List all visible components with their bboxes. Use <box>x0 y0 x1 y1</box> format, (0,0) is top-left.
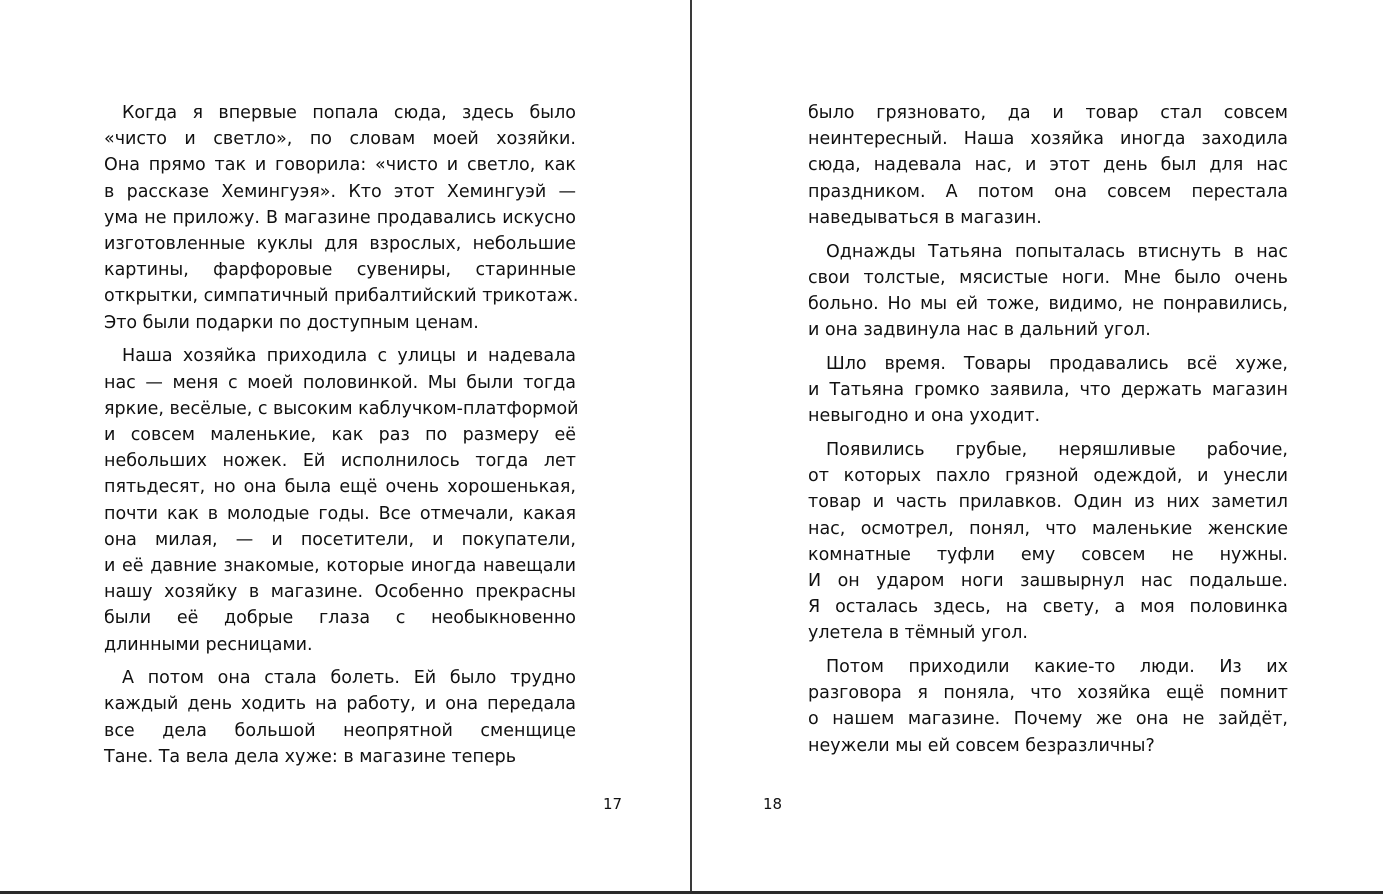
text-line: о нашем магазине. Почему же она не зайдёт, <box>808 709 1288 730</box>
text-line: Тане. Та вела дела хуже: в магазине теперь <box>104 746 517 767</box>
text-line: неинтересный. Наша хозяйка иногда заходила <box>808 129 1288 150</box>
text-line: Это были подарки по доступным ценам. <box>104 312 479 333</box>
text-line: свои толстые, мясистые ноги. Мне было очень <box>808 267 1288 288</box>
book-gutter <box>690 0 692 894</box>
text-line: разговора я поняла, что хозяйка ещё помнит <box>808 683 1288 704</box>
text-line: и её давние знакомые, которые иногда навещали <box>104 555 576 576</box>
left-page-text <box>104 100 579 778</box>
text-line: нашу хозяйку в магазине. Особенно прекрасны <box>104 582 576 603</box>
text-line: Однажды Татьяна попыталась втиснуть в нас <box>826 241 1288 262</box>
text-line: она милая, — и посетители, и покупатели, <box>104 529 576 550</box>
text-line: в рассказе Хемингуэя». Кто этот Хемингуэй — <box>104 181 576 202</box>
text-line: улетела в тёмный угол. <box>808 623 1028 644</box>
text-line: были её добрые глаза с необыкновенно <box>104 608 576 629</box>
text-line: неужели мы ей совсем безразличны? <box>808 735 1155 756</box>
text-line: А потом она стала болеть. Ей было трудно <box>122 668 576 689</box>
text-line: Потом приходили какие-то люди. Из их <box>826 657 1288 678</box>
paragraph <box>808 654 1288 759</box>
text-line: нас — меня с моей половинкой. Мы были тогда <box>104 372 576 393</box>
text-line: почти как в молодые годы. Все отмечали, какая <box>104 503 576 524</box>
paragraph <box>104 100 579 336</box>
text-line: все дела большой неопрятной сменщице <box>104 720 576 741</box>
left-page-number: 17 <box>603 795 623 813</box>
text-line: каждый день ходить на работу, и она передала <box>104 694 576 715</box>
paragraph <box>808 239 1288 344</box>
paragraph <box>104 343 579 657</box>
text-line: и она задвинула нас в дальний угол. <box>808 320 1151 341</box>
text-line: открытки, симпатичный прибалтийский трикотаж. <box>104 286 579 307</box>
text-line: Наша хозяйка приходила с улицы и надевала <box>122 346 576 367</box>
text-line: было грязновато, да и товар стал совсем <box>808 103 1288 123</box>
text-line: больно. Но мы ей тоже, видимо, не понравились, <box>808 293 1288 314</box>
right-page-text <box>808 100 1288 766</box>
text-line: от которых пахло грязной одеждой, и унесли <box>808 466 1288 487</box>
text-line: комнатные туфли ему совсем не нужны. <box>808 544 1288 565</box>
text-line: Я осталась здесь, на свету, а моя половинка <box>808 597 1288 618</box>
paragraph <box>808 437 1288 647</box>
text-line: праздником. А потом она совсем перестала <box>808 181 1288 202</box>
text-line: невыгодно и она уходит. <box>808 406 1041 427</box>
text-line: Когда я впервые попала сюда, здесь было <box>122 103 576 123</box>
text-line: Она прямо так и говорила: «чисто и светло, как <box>104 155 576 176</box>
text-line: И он ударом ноги зашвырнул нас подальше. <box>808 570 1288 591</box>
paragraph <box>808 351 1288 430</box>
paragraph <box>808 100 1288 231</box>
text-line: и совсем маленькие, как раз по размеру её <box>104 424 576 445</box>
text-line: Появились грубые, неряшливые рабочие, <box>826 439 1288 460</box>
text-line: пятьдесят, но она была ещё очень хорошенькая, <box>104 477 576 498</box>
text-line: товар и часть прилавков. Один из них заметил <box>808 492 1288 513</box>
text-line: нас, осмотрел, понял, что маленькие женские <box>808 518 1288 539</box>
text-line: и Татьяна громко заявила, что держать магазин <box>808 380 1288 401</box>
text-line: сюда, надевала нас, и этот день был для нас <box>808 155 1288 176</box>
paragraph <box>104 665 576 770</box>
right-page-number: 18 <box>763 795 783 813</box>
text-line: «чисто и светло», по словам моей хозяйки. <box>104 129 576 150</box>
text-line: длинными ресницами. <box>104 634 313 655</box>
text-line: наведываться в магазин. <box>808 207 1042 228</box>
text-line: яркие, весёлые, с высоким каблучком-платформой <box>104 398 579 419</box>
text-line: картины, фарфоровые сувениры, старинные <box>104 260 576 281</box>
text-line: небольших ножек. Ей исполнилось тогда лет <box>104 451 576 472</box>
text-line: изготовленные куклы для взрослых, небольшие <box>104 234 576 255</box>
text-line: Шло время. Товары продавались всё хуже, <box>826 353 1288 374</box>
text-line: ума не приложу. В магазине продавались искусно <box>104 207 576 228</box>
